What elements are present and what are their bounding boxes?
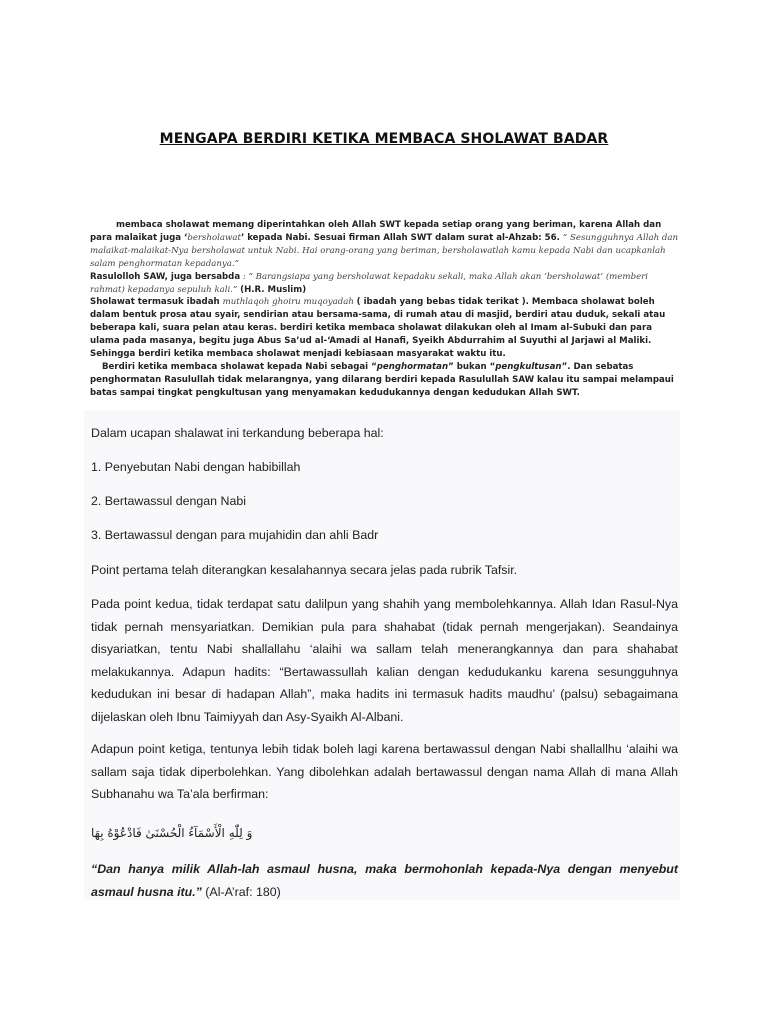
intro-paragraph-2: Rasulolloh SAW, juga bersabda : “ Barangsiapa yang bersholawat kepadaku sekali, maka Allah akan ‘bersholawat’ (memberi rahmat) kepadanya sepuluh kali.” (H.R. Muslim) (90, 271, 649, 295)
intro-paragraph-4: Berdiri ketika membaca sholawat kepada Nabi sebagai “penghormatan” bukan “pengkultusan”. Dan sebatas penghormatan Rasulullah tidak melarangnya, yang dilarang berdiri kepada Rasulullah SAW kalau itu sampai melampaui batas sampai tingkat pengkultusan yang menyamakan kedudukannya dengan kedudukan Allah SWT. (90, 361, 674, 398)
verse-translation: “Dan hanya milik Allah-lah asmaul husna, maka bermohonlah kepada-Nya dengan menyebut asmaul husna itu.” (Al-A’raf: 180) (91, 862, 678, 899)
point-1-text: Point pertama telah diterangkan kesalahannya secara jelas pada rubrik Tafsir. (91, 563, 518, 577)
list-item-3: 3. Bertawassul dengan para mujahidin dan ahli Badr (91, 528, 379, 542)
list-item-2: 2. Bertawassul dengan Nabi (91, 494, 246, 508)
intro-paragraph-3: Sholawat termasuk ibadah muthlaqoh ghoiru muqoyadah ( ibadah yang bebas tidak terikat ). Membaca sholawat boleh dalam bentuk prosa atau syair, sendirian atau bersama-sama, di rumah atau di masjid, berdiri atau duduk, sekali atau beberapa kali, suara pelan atau keras. berdiri ketika membaca sholawat dilakukan oleh al Imam al-Subuki dan para ulama pada masanya, begitu juga Abus Sa’ud al-‘Amadi al Hanafi, Syeikh Abdurrahim al Suyuthi al Jarjawi al Maliki. Sehingga berdiri ketika membaca sholawat menjadi kebiasaan masyarakat waktu itu. (90, 297, 666, 360)
arabic-verse: وَ لِلّٰهِ الْأَسْمَآءُ الْحُسْنَىٰ فَادْعُوْهُ بِهَا (91, 826, 253, 840)
list-item-1: 1. Penyebutan Nabi dengan habibillah (91, 460, 301, 474)
point-3-text: Adapun point ketiga, tentunya lebih tidak boleh lagi karena bertawassul dengan Nabi shallallhu ‘alaihi wa sallam saja tidak diperbolehkan. Yang dibolehkan adalah bertawassul dengan nama Allah di mana Allah Subhanahu wa Ta’ala berfirman: (91, 742, 678, 801)
intro-section (90, 219, 680, 400)
intro-paragraph-1: membaca sholawat memang diperintahkan oleh Allah SWT kepada setiap orang yang beriman, karena Allah dan para malaikat juga ‘bersholawat’ kepada Nabi. Sesuai firman Allah SWT dalam surat al-Ahzab: 56. “ Sesungguhnya Allah dan malaikat-malaikat-Nya bersholawat untuk Nabi. Hai orang-orang yang beriman, bersholawatlah kamu kepada Nabi dan ucapkanlah salam penghormatan kepadanya.” (90, 220, 679, 269)
lead-text: Dalam ucapan shalawat ini terkandung beberapa hal: (91, 426, 384, 440)
page-title: MENGAPA BERDIRI KETIKA MEMBACA SHOLAWAT BADAR (159, 131, 609, 147)
point-2-text: Pada point kedua, tidak terdapat satu dalilpun yang shahih yang membolehkannya. Allah Idan Rasul-Nya tidak pernah mensyariatkan. Demikian pula para shahabat (tidak pernah mengerjakan). Seandainya disyariatkan, tentu Nabi shallallahu ‘alaihi wa sallam telah menerangkannya dan para shahabat melakukannya. Adapun hadits: “Bertawassullah kalian dengan kedudukanku karena sesungguhnya kedudukan ini besar di hadapan Allah”, maka hadits ini termasuk hadits maudhu’ (palsu) sebagaimana dijelaskan oleh Ibnu Taimiyyah dan Asy-Syaikh Al-Albani. (91, 597, 678, 724)
